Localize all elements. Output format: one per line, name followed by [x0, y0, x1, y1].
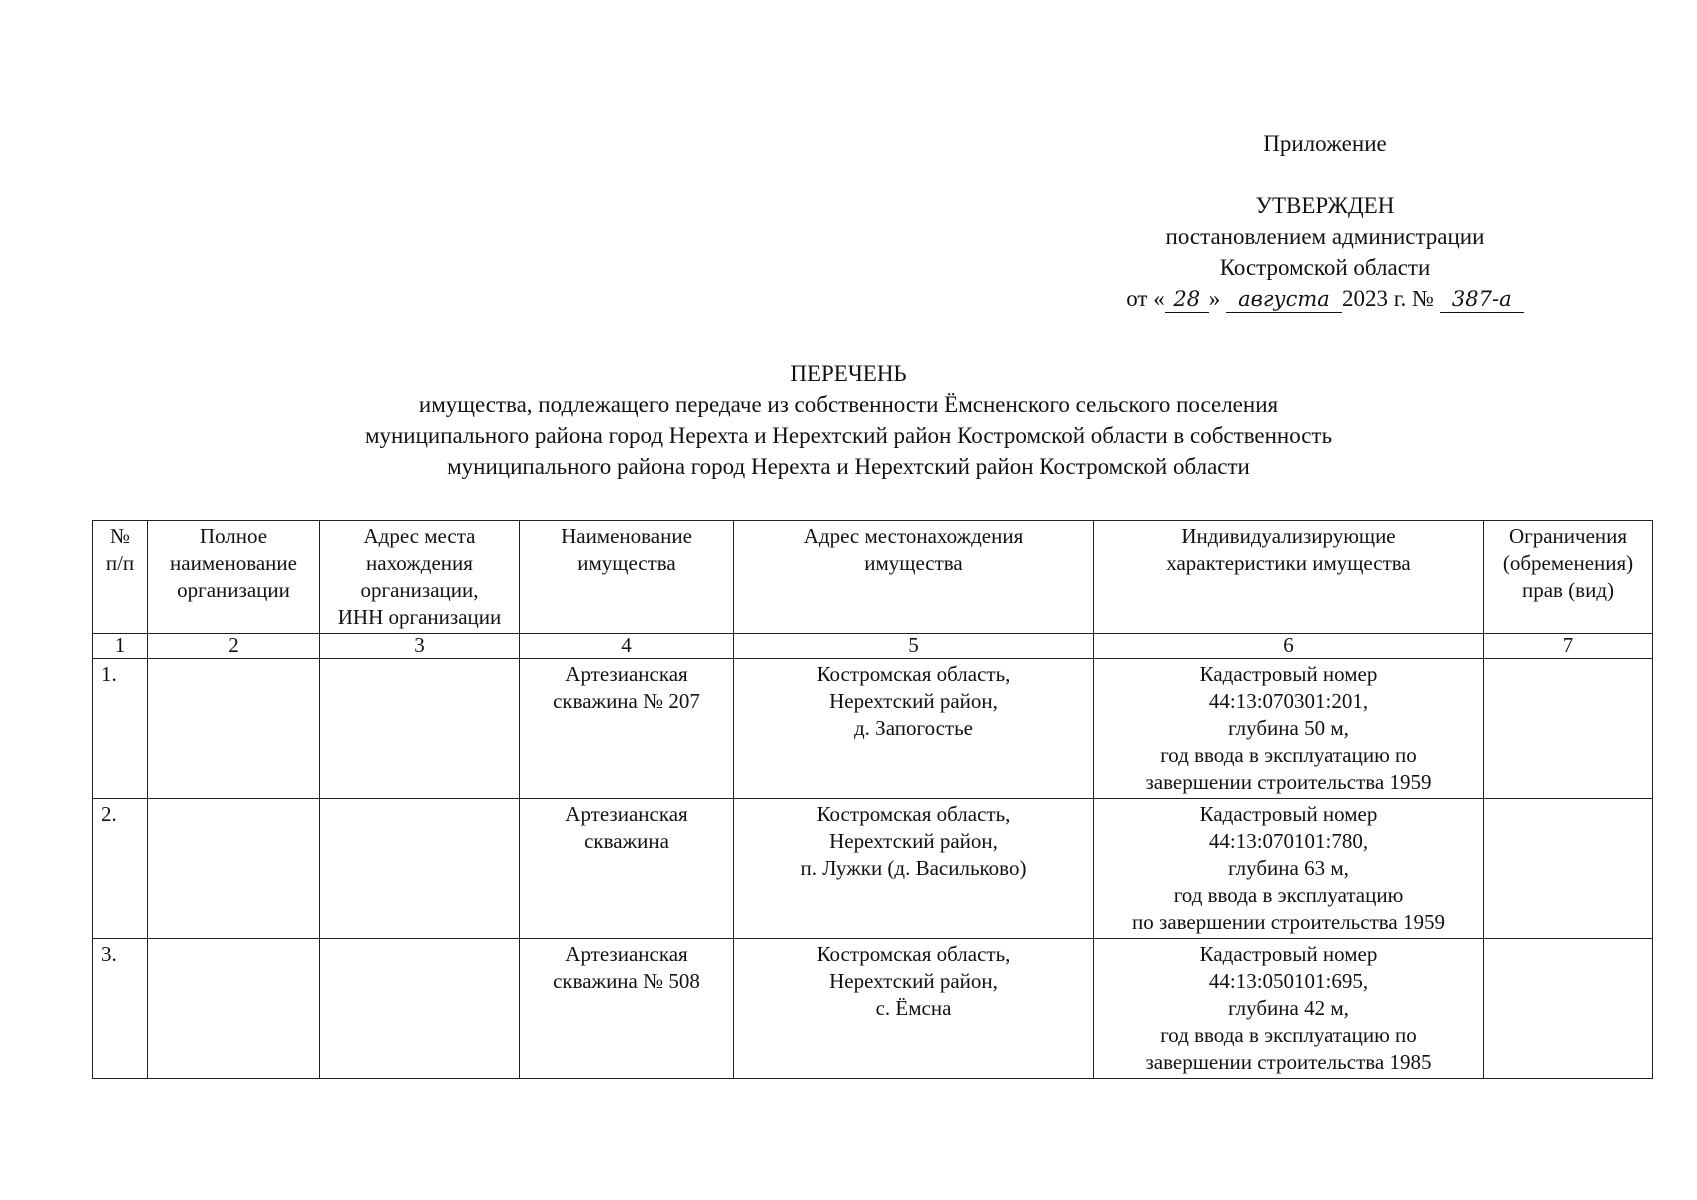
property-name-cell: Артезианская скважина: [520, 799, 734, 939]
date-prefix: от «: [1126, 286, 1165, 311]
property-name-cell: Артезианская скважина № 207: [520, 659, 734, 799]
column-number: 7: [1484, 634, 1653, 659]
column-number: 4: [520, 634, 734, 659]
org-address-cell: [320, 659, 520, 799]
approved-by: постановлением администрации: [1165, 224, 1485, 249]
property-table: [92, 520, 1653, 1079]
table-row: [93, 939, 1653, 1079]
approved-label: УТВЕРЖДЕН: [1255, 193, 1395, 218]
appendix-label: Приложение: [1263, 131, 1387, 156]
restrictions-cell: [1484, 939, 1653, 1079]
property-address-cell: Костромская область, Нерехтский район, п. Лужки (д. Васильково): [734, 799, 1094, 939]
column-number: 6: [1094, 634, 1484, 659]
column-number: 2: [148, 634, 320, 659]
decree-number-handwritten: 387-а: [1440, 286, 1524, 313]
column-number: 3: [320, 634, 520, 659]
header-cell: Адрес места нахождения организации, ИНН организации: [320, 521, 520, 634]
approved-region: Костромской области: [1219, 255, 1431, 280]
org-name-cell: [148, 659, 320, 799]
header-cell: Адрес местонахождения имущества: [734, 521, 1094, 634]
row-index: 2.: [93, 799, 148, 939]
table-row: [93, 659, 1653, 799]
header-cell: Индивидуализирующие характеристики имущества: [1094, 521, 1484, 634]
property-name-cell: Артезианская скважина № 508: [520, 939, 734, 1079]
restrictions-cell: [1484, 799, 1653, 939]
date-year: 2023 г. №: [1341, 286, 1435, 311]
column-number: 1: [93, 634, 148, 659]
characteristics-cell: Кадастровый номер 44:13:070301:201, глубина 50 м, год ввода в эксплуатацию по завершении строительства 1959: [1094, 659, 1484, 799]
title-heading: ПЕРЕЧЕНЬ: [790, 361, 907, 386]
property-address-cell: Костромская область, Нерехтский район, с. Ёмсна: [734, 939, 1094, 1079]
characteristics-cell: Кадастровый номер 44:13:050101:695, глубина 42 м, год ввода в эксплуатацию по завершении строительства 1985: [1094, 939, 1484, 1079]
document-title: [0, 358, 1697, 482]
title-line: муниципального района город Нерехта и Нерехтский район Костромской области: [447, 454, 1250, 479]
org-address-cell: [320, 939, 520, 1079]
date-month-handwritten: августа: [1226, 286, 1342, 313]
row-index: 3.: [93, 939, 148, 1079]
org-name-cell: [148, 799, 320, 939]
header-cell: Полное наименование организации: [148, 521, 320, 634]
header-cell: Наименование имущества: [520, 521, 734, 634]
header-cell: Ограничения (обременения) прав (вид): [1484, 521, 1653, 634]
header-row: [93, 521, 1653, 634]
column-number: 5: [734, 634, 1094, 659]
characteristics-cell: Кадастровый номер 44:13:070101:780, глубина 63 м, год ввода в эксплуатацию по завершении строительства 1959: [1094, 799, 1484, 939]
column-number-row: [93, 634, 1653, 659]
date-day-handwritten: 28: [1165, 286, 1209, 313]
table-row: [93, 799, 1653, 939]
org-name-cell: [148, 939, 320, 1079]
org-address-cell: [320, 799, 520, 939]
property-address-cell: Костромская область, Нерехтский район, д. Запогостье: [734, 659, 1094, 799]
title-line: муниципального района город Нерехта и Нерехтский район Костромской области в собственность: [364, 423, 1333, 448]
title-line: имущества, подлежащего передаче из собственности Ёмсненского сельского поселения: [418, 392, 1279, 417]
decree-date-line: [1085, 283, 1565, 314]
row-index: 1.: [93, 659, 148, 799]
restrictions-cell: [1484, 659, 1653, 799]
header-cell: № п/п: [93, 521, 148, 634]
date-mid: »: [1208, 286, 1221, 311]
